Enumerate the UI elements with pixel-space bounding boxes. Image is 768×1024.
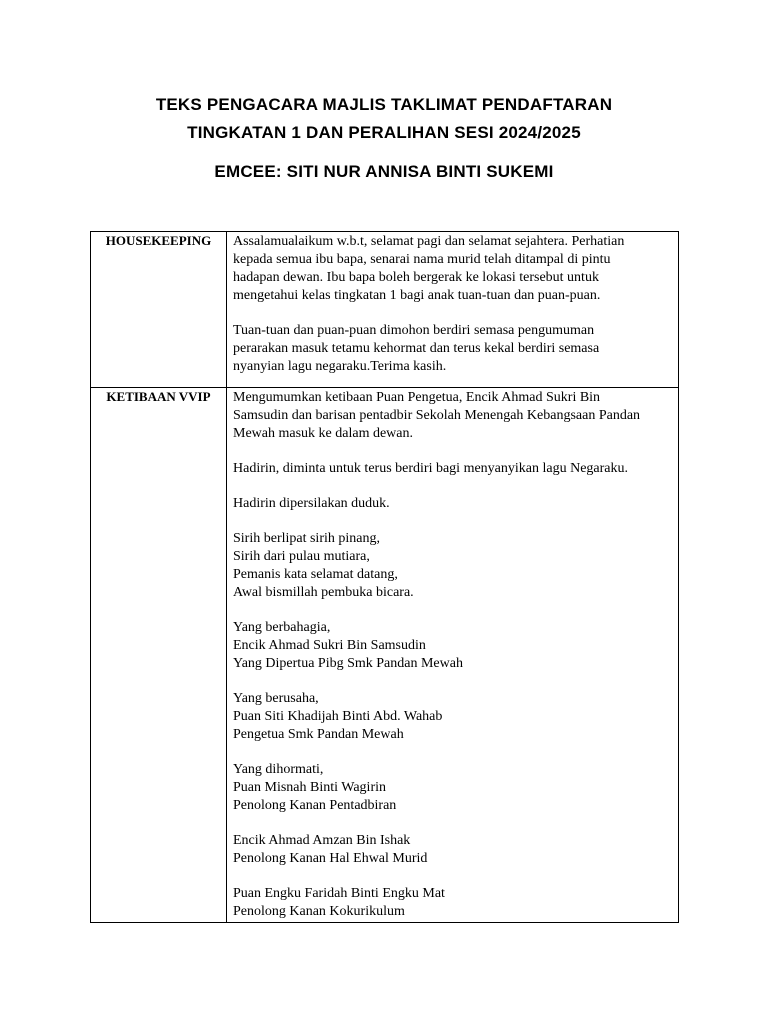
guest-greeting: Yang berusaha, Puan Siti Khadijah Binti Abd. Wahab Pengetua Smk Pandan Mewah (233, 691, 443, 742)
guest-greeting: Encik Ahmad Amzan Bin Ishak Penolong Kanan Hal Ehwal Murid (233, 833, 428, 866)
row-label: HOUSEKEEPING (91, 232, 227, 388)
row-label: KETIBAAN VVIP (91, 388, 227, 923)
table-row-housekeeping (91, 232, 679, 388)
document-title-line-1: TEKS PENGACARA MAJLIS TAKLIMAT PENDAFTARAN (155, 95, 613, 114)
guest-greeting: Yang dihormati, Puan Misnah Binti Wagirin Penolong Kanan Pentadbiran (233, 762, 397, 813)
paragraph: Mengumumkan ketibaan Puan Pengetua, Encik Ahmad Sukri Bin Samsudin dan barisan pentadbir Sekolah Menengah Kebangsaan Pandan Mewah masuk ke dalam dewan. (233, 390, 641, 441)
row-content (227, 232, 679, 388)
guest-greeting: Yang berbahagia, Encik Ahmad Sukri Bin Samsudin Yang Dipertua Pibg Smk Pandan Mewah (233, 620, 463, 671)
poem-stanza: Sirih berlipat sirih pinang, Sirih dari pulau mutiara, Pemanis kata selamat datang, Awal bismillah pembuka bicara. (233, 531, 414, 600)
paragraph: Tuan-tuan dan puan-puan dimohon berdiri semasa pengumuman perarakan masuk tetamu kehormat dan terus kekal berdiri semasa nyanyian lagu negaraku.Terima kasih. (233, 323, 600, 374)
script-table (90, 231, 679, 923)
table-row-ketibaan-vvip (91, 388, 679, 923)
paragraph: Hadirin, diminta untuk terus berdiri bagi menyanyikan lagu Negaraku. (233, 461, 629, 476)
guest-greeting: Puan Engku Faridah Binti Engku Mat Penolong Kanan Kokurikulum (233, 886, 445, 919)
document-title-line-2: TINGKATAN 1 DAN PERALIHAN SESI 2024/2025 (187, 123, 581, 142)
paragraph: Hadirin dipersilakan duduk. (233, 496, 390, 511)
row-content (227, 388, 679, 923)
paragraph: Assalamualaikum w.b.t, selamat pagi dan selamat sejahtera. Perhatian kepada semua ibu bapa, senarai nama murid telah ditampal di pintu hadapan dewan. Ibu bapa boleh bergerak ke lokasi tersebut untuk mengetahui kelas tingkatan 1 bagi anak tuan-tuan dan puan-puan. (233, 234, 625, 303)
emcee-name: EMCEE: SITI NUR ANNISA BINTI SUKEMI (214, 162, 554, 181)
